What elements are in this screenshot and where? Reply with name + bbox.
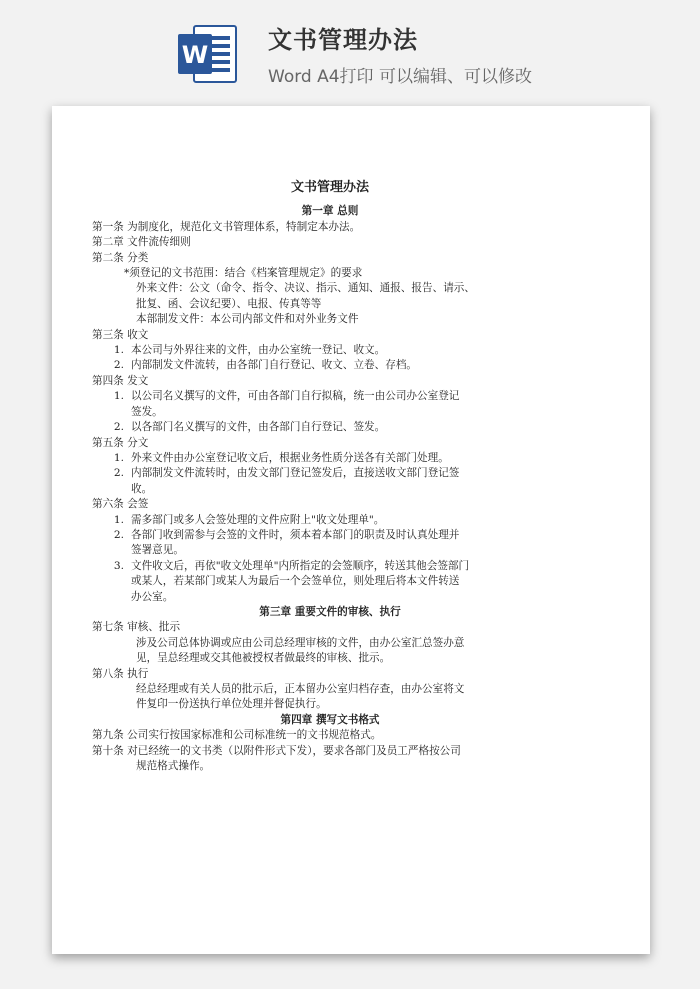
list-continuation: 办公室。 — [131, 590, 174, 603]
article-line: 第三条 收文 — [92, 328, 149, 341]
list-continuation: 收。 — [131, 482, 153, 495]
text-line: 涉及公司总体协调或应由公司总经理审核的文件，由办公室汇总签办意 — [136, 636, 465, 649]
chapter-heading: 第四章 撰写文书格式 — [280, 713, 380, 726]
list-number: 3. — [113, 559, 124, 572]
article-line: 第十条 对已经统一的文书类（以附件形式下发），要求各部门及员工严格按公司 — [92, 744, 461, 757]
list-item — [92, 389, 568, 404]
list-item — [92, 358, 568, 373]
list-number: 1. — [113, 344, 124, 357]
list-text: 需多部门或多人会签处理的文件应附上"收文处理单"。 — [131, 513, 385, 526]
article-line: 第五条 分文 — [92, 436, 149, 449]
text-line: 件复印一份送执行单位处理并督促执行。 — [136, 698, 327, 711]
list-continuation: 签发。 — [131, 405, 163, 418]
list-text: 本公司与外界往来的文件，由办公室统一登记、收文。 — [131, 344, 386, 357]
text-line: 规范格式操作。 — [136, 760, 211, 773]
list-item — [92, 451, 568, 466]
article-line: 第一条 为制度化，规范化文书管理体系，特制定本办法。 — [92, 220, 361, 233]
document-content — [92, 180, 568, 774]
list-number: 2. — [113, 467, 124, 480]
chapter-heading: 第一章 总则 — [301, 205, 359, 218]
chapter-heading: 第三章 重要文件的审核、执行 — [259, 605, 401, 618]
chapter-line: 第二章 文件流传细则 — [92, 236, 191, 249]
text-line: 本部制发文件：本公司内部文件和对外业务文件 — [136, 313, 359, 326]
list-number: 1. — [113, 451, 124, 464]
header-banner — [0, 0, 700, 100]
list-continuation: 签署意见。 — [131, 544, 184, 557]
list-number: 1. — [113, 390, 124, 403]
text-line: 见，呈总经理或交其他被授权者做最终的审核、批示。 — [136, 652, 391, 665]
list-number: 1. — [113, 513, 124, 526]
article-line: 第七条 审核、批示 — [92, 621, 181, 634]
list-item — [92, 343, 568, 358]
list-number: 2. — [113, 359, 124, 372]
list-continuation: 或某人，若某部门或某人为最后一个会签单位，则处理后将本文件转送 — [131, 575, 460, 588]
article-line: 第九条 公司实行按国家标准和公司标准统一的文书规范格式。 — [92, 729, 382, 742]
text-line: *须登记的文书范围：结合《档案管理规定》的要求 — [124, 267, 363, 280]
list-item — [92, 466, 568, 481]
list-text: 文件收文后，再依"收文处理单"内所指定的会签顺序，转送其他会签部门 — [131, 559, 470, 572]
list-number: 2. — [113, 528, 124, 541]
list-item — [92, 528, 568, 543]
list-number: 2. — [113, 421, 124, 434]
article-line: 第八条 执行 — [92, 667, 149, 680]
word-document-icon — [176, 22, 240, 86]
text-line: 外来文件：公文（命令、指令、决议、指示、通知、通报、报告、请示、 — [136, 282, 475, 295]
article-line: 第六条 会签 — [92, 498, 149, 511]
list-item — [92, 513, 568, 528]
text-line: 经总经理或有关人员的批示后，正本留办公室归档存查，由办公室将文 — [136, 683, 465, 695]
text-line: 批复、函、会议纪要）、电报、传真等等 — [136, 297, 322, 310]
banner-title: 文书管理办法 — [268, 26, 418, 54]
list-item — [92, 559, 568, 574]
icon-letter: W — [181, 41, 209, 69]
article-line: 第四条 发文 — [92, 374, 149, 387]
list-item — [92, 420, 568, 435]
list-text: 外来文件由办公室登记收文后，根据业务性质分送各有关部门处理。 — [131, 451, 449, 464]
list-text: 各部门收到需参与会签的文件时，须本着本部门的职责及时认真处理并 — [131, 528, 460, 541]
list-text: 内部制发文件流转，由各部门自行登记、收文、立卷、存档。 — [131, 359, 418, 372]
list-text: 以各部门名义撰写的文件，由各部门自行登记、签发。 — [131, 421, 386, 434]
list-text: 内部制发文件流转时，由发文部门登记签发后，直接送收文部门登记签 — [131, 467, 460, 480]
article-line: 第二条 分类 — [92, 251, 149, 264]
banner-subtitle: Word A4打印 可以编辑、可以修改 — [268, 67, 532, 87]
document-title: 文书管理办法 — [290, 180, 369, 195]
list-text: 以公司名义撰写的文件，可由各部门自行拟稿，统一由公司办公室登记 — [131, 390, 460, 403]
